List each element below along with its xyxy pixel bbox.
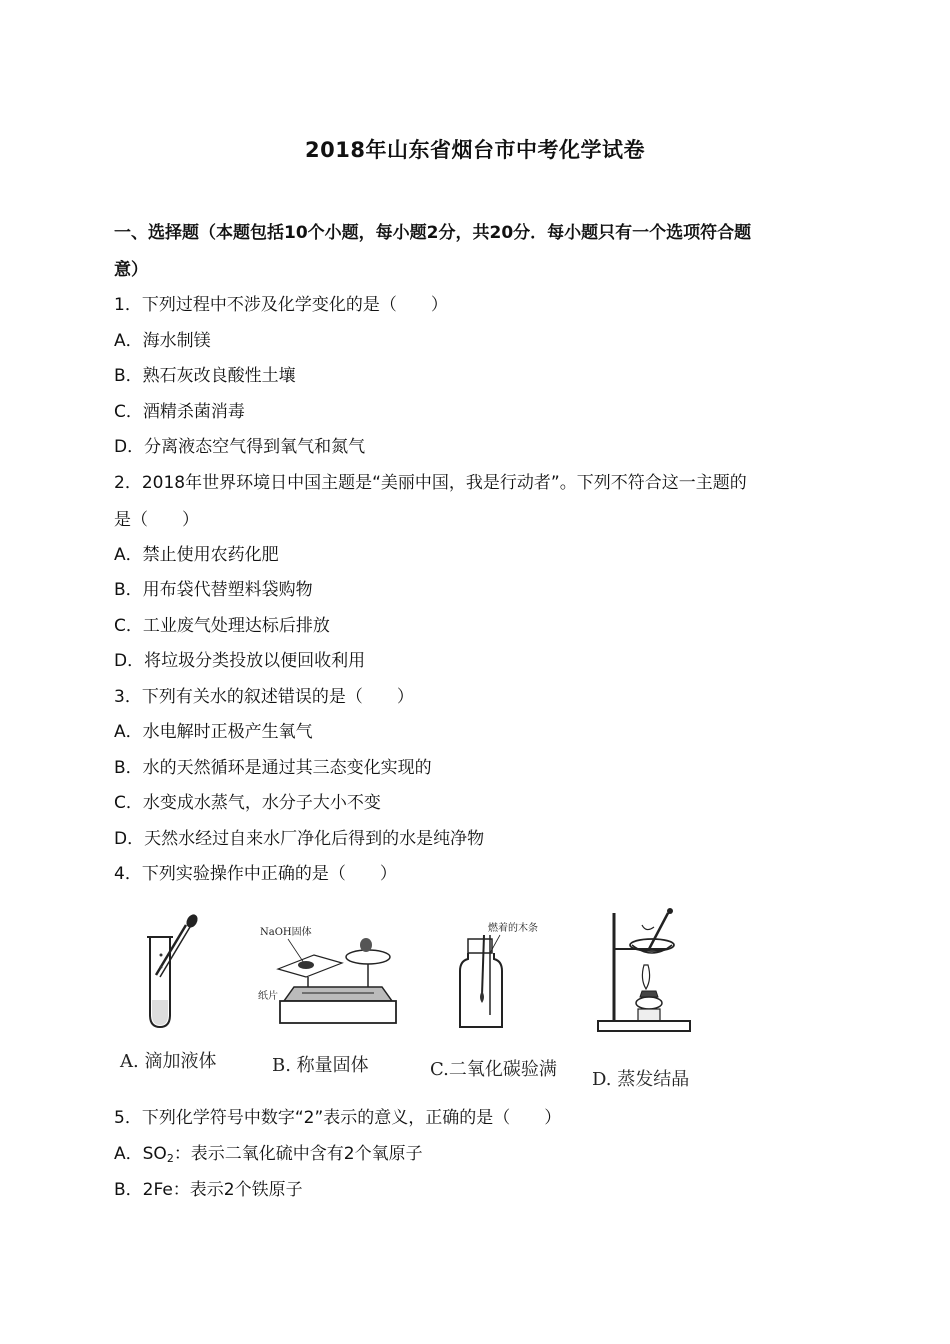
section-heading-line-1: 一、选择题（本题包括10个小题，每小题2分，共20分．每小题只有一个选项符合题 (114, 223, 752, 243)
gas-bottle-illustration (430, 905, 570, 1035)
paper-label: 纸片 (258, 991, 278, 1002)
balance-illustration (258, 905, 408, 1035)
question-3-option-d: D．天然水经过自来水厂净化后得到的水是纯净物 (114, 829, 485, 849)
figure-c-co2-test (430, 905, 570, 1080)
section-heading-line-2: 意） (114, 260, 148, 280)
question-2-stem-line-2: 是（ ） (114, 510, 199, 530)
question-1-option-b: B．熟石灰改良酸性土壤 (114, 366, 296, 386)
question-2-option-d: D．将垃圾分类投放以便回收利用 (114, 651, 366, 671)
question-3-option-c: C．水变成水蒸气，水分子大小不变 (114, 793, 381, 813)
evaporation-illustration (588, 905, 708, 1045)
figure-c-caption: C.二氧化碳验满 (430, 1059, 557, 1080)
question-3-stem: 3．下列有关水的叙述错误的是（ ） (114, 687, 414, 707)
option-a-prefix: A．SO (114, 1144, 167, 1164)
naoh-label: NaOH固体 (260, 927, 312, 938)
question-4-stem: 4．下列实验操作中正确的是（ ） (114, 864, 397, 884)
question-3-option-a: A．水电解时正极产生氧气 (114, 722, 313, 742)
figure-a-dropping-liquid (120, 905, 230, 1072)
burning-stick-label: 燃着的木条 (488, 923, 538, 934)
figure-b-weighing-solid (258, 905, 408, 1076)
page-title: 2018年山东省烟台市中考化学试卷 (305, 138, 645, 162)
question-2-option-c: C．工业废气处理达标后排放 (114, 616, 330, 636)
question-5-option-b: B．2Fe：表示2个铁原子 (114, 1180, 303, 1200)
test-tube-dropper-illustration (120, 905, 230, 1035)
question-5-option-a (114, 1143, 423, 1170)
figure-d-caption: D. 蒸发结晶 (592, 1069, 690, 1090)
figure-a-caption: A. 滴加液体 (120, 1051, 217, 1072)
question-5-stem: 5．下列化学符号中数字“2”表示的意义，正确的是（ ） (114, 1108, 562, 1128)
option-a-subscript: 2 (166, 1152, 174, 1165)
question-3-option-b: B．水的天然循环是通过其三态变化实现的 (114, 758, 432, 778)
figure-d-evaporation (588, 905, 708, 1090)
figure-b-caption: B. 称量固体 (272, 1055, 369, 1076)
question-4-figures (110, 905, 710, 1090)
question-1-option-a: A．海水制镁 (114, 331, 211, 351)
question-1-option-c: C．酒精杀菌消毒 (114, 402, 245, 422)
question-2-option-a: A．禁止使用农药化肥 (114, 545, 279, 565)
option-a-suffix: ：表示二氧化硫中含有2个氧原子 (173, 1144, 423, 1164)
question-2-stem-line-1: 2．2018年世界环境日中国主题是“美丽中国，我是行动者”。下列不符合这一主题的 (114, 473, 747, 493)
question-1-stem: 1．下列过程中不涉及化学变化的是（ ） (114, 295, 448, 315)
question-1-option-d: D．分离液态空气得到氧气和氮气 (114, 437, 366, 457)
question-2-option-b: B．用布袋代替塑料袋购物 (114, 580, 313, 600)
